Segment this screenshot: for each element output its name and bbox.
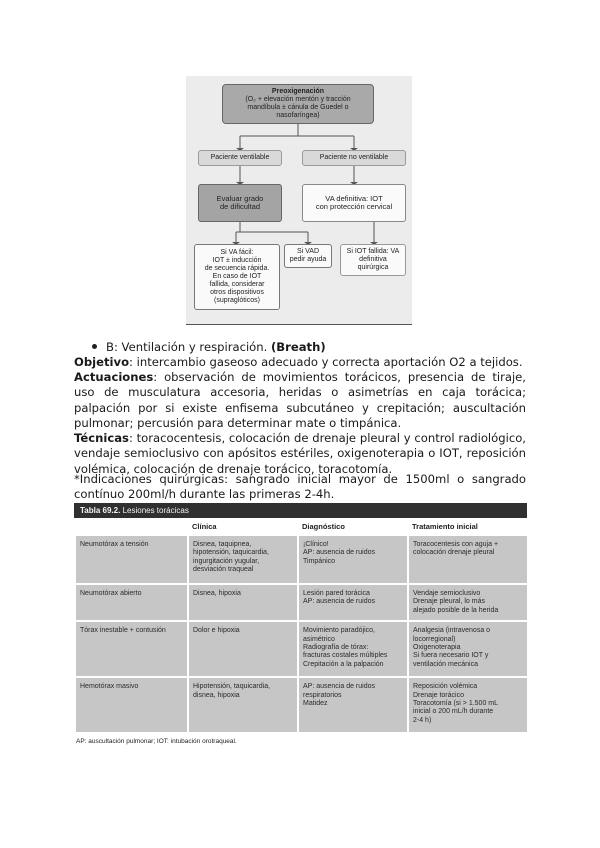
cell-line: Analgesia (intravenosa o [413, 627, 491, 635]
header-cell: Tratamiento inicial [408, 518, 528, 535]
bullet-bold: (Breath) [270, 340, 326, 354]
cell-line: asimétrico [303, 635, 335, 643]
tratamiento-cell [408, 677, 528, 733]
table-grid [74, 518, 529, 734]
cell-line: AP: ausencia de ruidos [303, 549, 375, 557]
si-iot-fallida-box [340, 244, 406, 276]
cell-line: Drenaje torácico [413, 691, 464, 699]
evaluar-dificultad-box [198, 184, 282, 222]
clinica-cell [188, 677, 298, 733]
diagnostico-cell [298, 677, 408, 733]
section-b-bullet [92, 340, 326, 355]
cell-line: Lesión pared torácica [303, 590, 370, 597]
table-row [75, 584, 528, 621]
box-line: otros dispositivos [210, 289, 264, 296]
box-line: Si VA fácil: [220, 249, 254, 256]
tecnicas-paragraph [74, 431, 526, 477]
lesion-cell [75, 535, 188, 584]
box-line: pedir ayuda [289, 256, 327, 263]
cell-line: locorregional) [413, 635, 456, 643]
cell-line: ingurgitación yugular, [193, 557, 260, 565]
lesion-cell [75, 677, 188, 733]
va-definitiva-box [302, 184, 406, 222]
table-number: Tabla 69.2. [80, 506, 121, 515]
objetivo-label: Objetivo [74, 355, 130, 369]
cell-line: AP: ausencia de ruidos [303, 683, 375, 691]
tecnicas-text: : toracocentesis, colocación de drenaje pleural y control radiológico, vendaje semioclusivo con apósitos estériles, oxigenoterapia o IOT, reposición volémica, colocación de drenaje torácico, toracotomía. [74, 431, 526, 476]
bullet-text: : Ventilación y respiración. [113, 340, 268, 354]
lesion-cell [75, 621, 188, 677]
tratamiento-cell [408, 621, 528, 677]
cell-line: colocación drenaje pleural [413, 549, 495, 557]
cell-line: Crepitación a la palpación [303, 660, 384, 668]
box-line: Si IOT fallida: VA definitiva [346, 248, 400, 263]
actuaciones-label: Actuaciones [74, 370, 154, 384]
box-line: (O₂ + elevación mentón y tracción [245, 96, 351, 103]
clinica-cell [188, 621, 298, 677]
cell-line: desviación traqueal [193, 566, 254, 574]
cell-line: Vendaje semioclusivo [413, 590, 481, 597]
preoxigenacion-box [222, 84, 374, 124]
diagnostico-cell [298, 584, 408, 621]
objetivo-text: : intercambio gaseoso adecuado y correcta aportación O2 a tejidos. [129, 355, 523, 369]
objetivo-paragraph [74, 355, 526, 370]
cell-line: disnea, hipoxia [193, 691, 240, 699]
table-title: Lesiones torácicas [122, 506, 189, 515]
cell-line: Movimiento paradójico, [303, 627, 375, 635]
cell-line: Disnea, taquipnea, [193, 541, 252, 548]
box-title: Preoxigenación [271, 88, 325, 95]
box-line: Paciente ventilable [210, 154, 270, 161]
cell-line: Hipotensión, taquicardia, [193, 683, 271, 691]
actuaciones-text: : observación de movimientos torácicos, presencia de tiraje, uso de musculatura accesoria, heridas o asimetrías en caja torácica; palpación por si existe enfisema subcutáneo y crepitación; auscultación pulmonar; percusión para determinar mate o timpánica. [74, 370, 526, 430]
cell-line: Radiografía de tórax: [303, 644, 369, 652]
indicaciones-paragraph [74, 472, 526, 503]
table-title-bar [74, 503, 527, 518]
airway-flowchart [186, 76, 412, 325]
cell-line: Dolor e hipoxia [193, 627, 240, 635]
header-cell: Diagnóstico [298, 518, 408, 535]
cell-line: AP: ausencia de ruidos [303, 598, 375, 606]
lesion-cell [75, 584, 188, 621]
box-line: quirúrgica [357, 264, 389, 271]
cell-line: Neumotórax a tensión [80, 541, 149, 548]
paciente-no-ventilable-box [302, 150, 406, 166]
box-line: IOT ± inducción [212, 257, 262, 264]
indicaciones-text: *Indicaciones quirúrgicas: sangrado inicial mayor de 1500ml o sangrado contínuo 200ml/h durante las primeras 2-4h. [74, 472, 526, 502]
tratamiento-cell [408, 584, 528, 621]
diagnostico-cell [298, 621, 408, 677]
si-va-facil-box [194, 244, 280, 310]
lesiones-toracicas-table [74, 503, 527, 745]
box-line: fallida, considerar [209, 281, 265, 288]
si-vad-box [284, 244, 332, 268]
header-cell [75, 518, 188, 535]
cell-line: Matidez [303, 700, 328, 708]
box-line: de dificultad [219, 202, 261, 211]
cell-line: Tórax inestable + contusión [80, 627, 166, 635]
box-line: Paciente no ventilable [319, 154, 389, 161]
box-line: con protección cervical [315, 202, 393, 211]
cell-line: Drenaje pleural, lo más [413, 598, 485, 606]
cell-line: Neumotórax abierto [80, 590, 142, 597]
box-line: nasofaríngea) [276, 112, 320, 119]
header-cell: Clínica [188, 518, 298, 535]
cell-line: Disnea, hipoxia [193, 590, 241, 597]
cell-line: 2-4 h) [413, 716, 432, 724]
cell-line: Oxigenoterapia [413, 644, 461, 652]
clinica-cell [188, 584, 298, 621]
tecnicas-label: Técnicas [74, 431, 129, 445]
cell-line: Timpánico [303, 557, 336, 565]
table-footnote: AP: auscultación pulmonar; IOT: intubación orotraqueal. [76, 738, 237, 746]
diagnostico-cell [298, 535, 408, 584]
cell-line: ¡Clínico! [303, 541, 329, 548]
box-line: de secuencia rápida. [204, 265, 270, 272]
cell-line: fracturas costales múltiples [303, 652, 388, 660]
cell-line: Toracocentesis con aguja + [413, 541, 499, 548]
cell-line: Hemotórax masivo [80, 683, 139, 691]
clinica-cell [188, 535, 298, 584]
box-line: En caso de IOT [212, 273, 262, 280]
paciente-ventilable-box [198, 150, 282, 166]
cell-line: inicial o 200 mL/h durante [413, 708, 494, 716]
cell-line: Toracotomía (si > 1.500 mL [413, 700, 499, 708]
table-row [75, 621, 528, 677]
cell-line: ventilación mecánica [413, 660, 478, 668]
box-line: (supraglóticos) [214, 297, 260, 304]
box-line: Si VAD [296, 248, 320, 255]
table-row [75, 677, 528, 733]
actuaciones-paragraph [74, 370, 526, 431]
tratamiento-cell [408, 535, 528, 584]
bullet-dot [92, 344, 97, 349]
box-line: mandíbula ± cánula de Guedel o [247, 104, 349, 111]
box-line: Evaluar grado [216, 194, 264, 203]
cell-line: respiratorios [303, 691, 342, 699]
cell-line: Si fuera necesario IOT y [413, 652, 489, 660]
cell-line: Reposición volémica [413, 683, 478, 691]
table-row [75, 535, 528, 584]
bullet-letter: B [106, 340, 114, 354]
cell-line: hipotensión, taquicardia, [193, 549, 269, 557]
cell-line: alejado posible de la herida [413, 606, 499, 614]
box-line: VA definitiva: IOT [325, 194, 383, 203]
table-header-row [75, 518, 528, 535]
